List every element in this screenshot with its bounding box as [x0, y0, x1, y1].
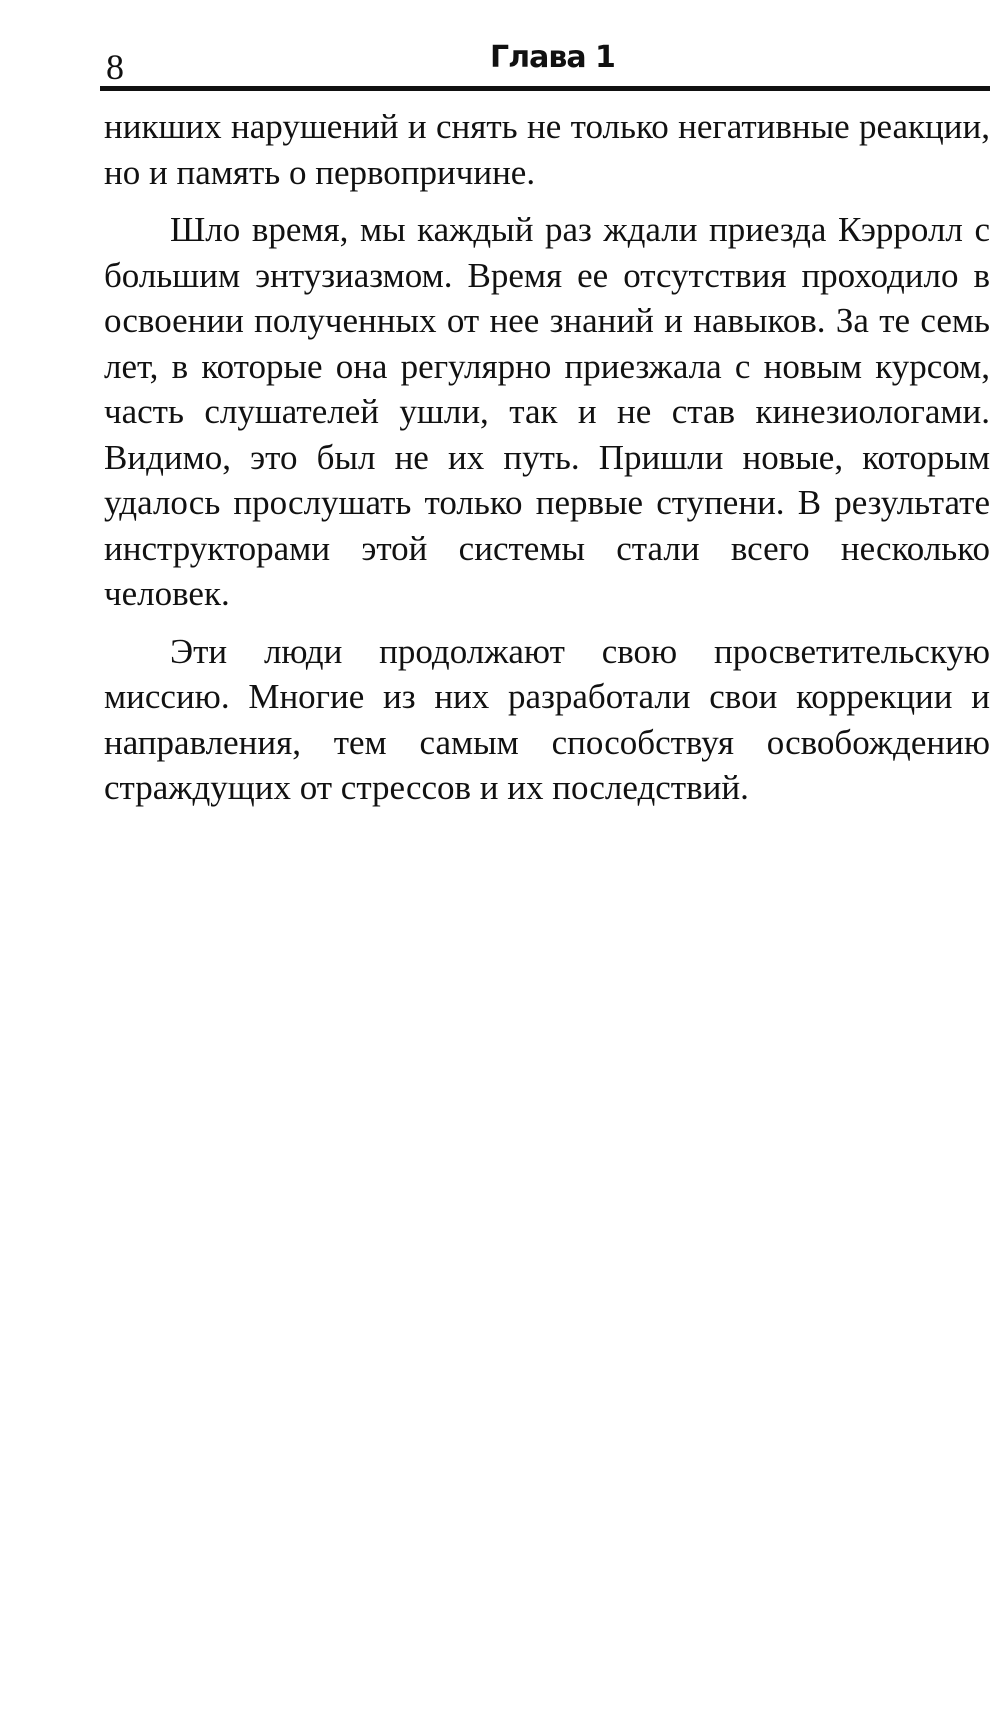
- running-header: [100, 40, 990, 100]
- header-rule: [100, 86, 990, 91]
- paragraph-2: Шло время, мы каждый раз ждали приезда Кэрролл с большим энтузиазмом. Время ее отсутствия проходило в освоении полученных от нее знаний и навыков. За те семь лет, в которые она регулярно приезжала с новым курсом, часть слушателей ушли, так и не став кинезиологами. Видимо, это был не их путь. Пришли новые, которым удалось прослушать только первые ступени. В результате инструкторами этой системы стали всего несколько человек.: [104, 210, 990, 613]
- body-text: [104, 104, 990, 823]
- page-number: 8: [106, 47, 124, 87]
- paragraph-1: никших нарушений и снять не только негативные реакции, но и память о первопричине.: [104, 107, 990, 192]
- paragraph-3: Эти люди продолжают свою просветительскую миссию. Многие из них разработали свои коррекции и направления, тем самым способствуя освобождению страждущих от стрессов и их последствий.: [104, 631, 990, 807]
- chapter-title: Глава 1: [490, 40, 615, 75]
